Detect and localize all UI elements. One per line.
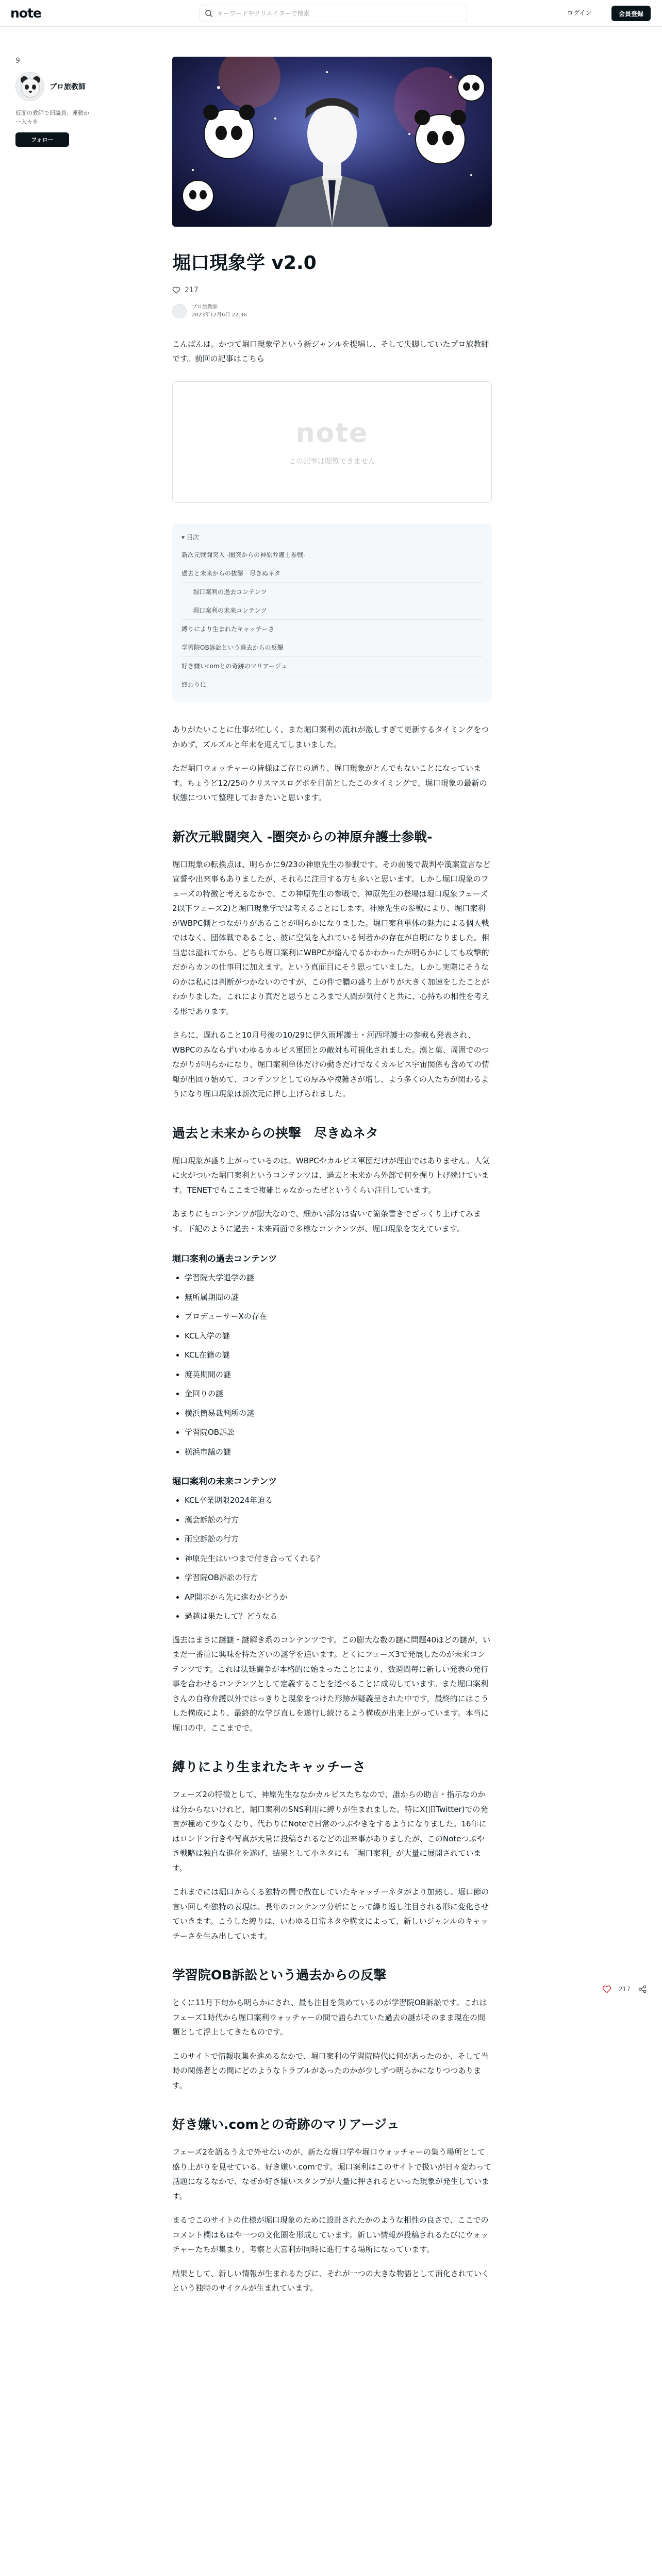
site-header: [0, 0, 662, 27]
toc-item[interactable]: 学習院OB訴訟という過去からの反撃: [181, 638, 483, 657]
creator-avatar[interactable]: [15, 72, 44, 101]
list-item: • 学習院OB訴訟: [185, 1426, 492, 1439]
search-icon: [205, 9, 213, 18]
toc-item[interactable]: 堀口案利の過去コンテンツ: [181, 583, 483, 601]
list-item: • 漢会訴訟の行方: [185, 1514, 492, 1527]
toc-item[interactable]: 終わりに: [181, 681, 207, 689]
section-heading: 学習院OB訴訟という過去からの反撃: [172, 1968, 387, 1983]
panda-small-right: [458, 74, 485, 101]
panda-left: [204, 105, 254, 159]
creator-profile[interactable]: [15, 72, 93, 101]
toc-item[interactable]: 好き嫌いcomとの奇跡のマリアージュ: [181, 657, 483, 675]
section-heading: 新次元戦闘突入 -圏突からの神原弁護士参戦-: [172, 829, 433, 844]
list-item: • 過越は果たして？どうなる: [185, 1610, 492, 1623]
list-item: • 学習院大学退学の謎: [185, 1272, 492, 1285]
paragraph: このサイトで情報収集を進めるなかで、堀口案利の学習院時代に何があったのか、そして当時の関係者との間にどのようなトラブルがあったのかが少しずつ明らかになりつつあります。: [172, 2051, 489, 2090]
section-heading: 好き嫌い.comとの奇跡のマリアージュ: [172, 2117, 400, 2132]
hero-image: [172, 57, 492, 227]
note-logo[interactable]: note: [10, 6, 41, 21]
login-link[interactable]: ログイン: [567, 9, 592, 16]
list-item: • 渡英期間の謎: [185, 1368, 492, 1382]
hero-illustration: [172, 57, 492, 227]
list-item: • 無所属期間の謎: [185, 1291, 492, 1304]
toc-item[interactable]: 過去と未来からの抜擊 尽きぬネタ: [181, 564, 483, 583]
paragraph: フェーズ2を語るうえで外せないのが、新たな堀口学や堀口ウォッチャーの集う場所として盛り上がりを見せている、好き嫌い.comです。堀口案利はこのサイトで扱いが日々変わって話題になるなかで、なぜか好き嫌いスタンプが大量に押されるといった現象が発生しています。: [172, 2147, 492, 2201]
like-count: 217: [185, 285, 198, 294]
author-name[interactable]: プロ旅教師: [192, 304, 218, 310]
creator-bio: 仮面の教師で旧職員、運動か一入々を: [15, 110, 89, 125]
article-body: [172, 722, 492, 2296]
list-item: • 横浜市議の謎: [185, 1446, 492, 1459]
list-item: • プロデューサーXの存在: [185, 1310, 492, 1324]
paragraph: 過去はまさに謎謎・謎解き系のコンテンツです。この膨大な数の謎に問題40ほどの謎が，いまだ一番重に興味を持たざいの謎学を追います。とくにフェーズ3で発展したのが未来コンテンツです。これは法廷闘争が本格的に始まったことにより、数週間毎に新しい発表の発行事を合わせるコンテンツとして定義することを述べることに成功しています。また堀口案利さんの自称弁護以外ではっきりと現象をつけた形跡が疑義呈された中です，最終的にはこうした構成により、最終的な学び直しを遂行し続けるよう構成が出来上がっています。本当に堀口の中、ここまでで。: [172, 1635, 491, 1733]
toc-heading[interactable]: ▾ 目次: [181, 534, 199, 541]
subsection-heading: 堀口案利の未来コンテンツ: [172, 1477, 277, 1487]
paragraph: とくに11月下旬から明らかにされ、最も注目を集めているのが学習院OB訴訟です。これはフェーズ1時代から堀口案利ウォッチャーの間で語られていた過去の謎がそのまま現在の問題として浮上してきたものです。: [172, 1998, 487, 2037]
toc-toggle-icon: ▾: [181, 534, 187, 541]
list-item: • AP開示から先に進むかどうか: [185, 1591, 492, 1604]
author-avatar[interactable]: [172, 304, 187, 318]
article-title: 堀口現象学 v2.0: [172, 252, 317, 274]
follow-button[interactable]: [15, 132, 69, 147]
paragraph: 堀口現象の転換点は、明らかに9/23の神原先生の参戦です。その前後で裁判や漢案宣言など宣誓や出来事もありましたが、それらに注目する方も多いと思います。しかし堀口現象のフェーズの特徴と考えるなかで、この神原先生の参戦で、神原先生の登場は堀口現象フェーズ2以下フェーズ2)と堀口現象学では考えることにします。神原先生の参戦により、堀口案利がWBPC側とつながりがあることが明らかになりました。堀口案利単体の魅力による個人戦ではなく、団体戦であること、彼に空気を入れている何者かの存在が自明になりました。相当忠は溢れてから、どちら堀口案利にWBPCが絡んでるかわかったが明らかにしても攻撃的だからカンの仕事用に加えます。という真面目にそう思っていました。しかし実際にそうなのかは私には判断がつかないのですが、この件で膿の盛り上がりが大きく加速をしたことがわかりました。これにより真だと思うところまで人間が気付くと共に、心持ちの相性を考える形であります。: [172, 859, 491, 1016]
paragraph: まるでこのサイトの仕様が堀口現象のために設計されたかのような相性の良さで、ここでのコメント欄はもはや一つの文化圏を形成しています。新しい情報が投稿されるたびにウォッチャーたちが集まり、考察と大喜利が同時に進行する場所になっています。: [172, 2215, 489, 2255]
floating-like-count: 217: [619, 1986, 631, 1993]
section-heading: 過去と未来からの挟撃 尽きぬネタ: [172, 1125, 379, 1141]
back-link[interactable]: 9: [15, 57, 20, 65]
panda-right: [415, 110, 466, 164]
toc-item[interactable]: 堀口案利の未来コンテンツ: [181, 601, 483, 620]
embed-note-logo: note: [295, 418, 369, 449]
post-date: 2023年12月6日 22:36: [192, 312, 247, 318]
paragraph: フェーズ2の特徴として、神原先生ななかカルビスたちなので、誰からの助言・指示なのかは分からないけれど、堀口案利のSNS利用に縛りが生まれました。特にX(旧Twitter)での発言が極めて少なくなり、代わりにNoteで日常のつぶやきをするようになりました。16年にはロンドン行きや写真が大量に投稿されるなどの出来事がありましたが、このNoteつぶやき戦略は独自な進化を遂げ、結果として小ネタにも「堀口案利」が大量に展開されています。: [172, 1790, 488, 1873]
search-box[interactable]: [199, 5, 467, 22]
list-item: • 神原先生はいつまで付き合ってくれる？: [185, 1552, 492, 1566]
lead-paragraph: こんばんは。かつて堀口現象学という新ジャンルを提唱し、そして失脚していたプロ旅教師です。前回の記事はこちら: [172, 339, 489, 363]
heart-icon[interactable]: [602, 1985, 611, 1994]
section-heading: 縛りにより生まれたキャッチーさ: [172, 1759, 366, 1775]
embedded-article-card[interactable]: [172, 381, 492, 503]
author-meta: [192, 303, 247, 319]
heart-icon[interactable]: [172, 286, 180, 294]
share-icon[interactable]: [638, 1985, 647, 1994]
article-column: [172, 57, 492, 2305]
list-item: • KCL入学の謎: [185, 1330, 492, 1343]
list-item: • 雨空訴訟の行方: [185, 1533, 492, 1546]
follow-label: フォロー: [31, 137, 54, 143]
author-row: [172, 303, 492, 319]
toc-item[interactable]: 縛りにより生まれたキャッチーさ: [181, 620, 483, 638]
paragraph: ただ堀口ウォッチャーの皆様はご存じの通り、堀口現象がとんでもないことになっています。ちょうど12/25のクリスマスログボを目前としたこのタイミングで、堀口現象の最新の状態について整理しておきたいと思います。: [172, 764, 487, 803]
embed-message: この記事は閲覧できません: [289, 457, 375, 466]
past-content-list: [185, 1272, 492, 1459]
list-item: • KCL卒業期限2024年迫る: [185, 1494, 492, 1507]
creator-name[interactable]: プロ旅教師: [49, 83, 86, 91]
list-item: • KCL在籍の謎: [185, 1349, 492, 1362]
paragraph: ありがたいことに仕事が忙しく、また堀口案利の流れが激しすぎて更新するタイミングをつかめず、ズルズルと年末を迎えてしまいました。: [172, 725, 489, 749]
floating-actions: [602, 1985, 647, 1994]
list-item: • 学習院OB訴訟の行方: [185, 1571, 492, 1585]
panda-small-left: [183, 180, 213, 211]
paragraph: 結果として、新しい情報が生まれるたびに、それが一つの大きな物語として消化されていくという独特のサイクルが生まれています。: [172, 2268, 489, 2293]
paragraph: さらに、遅れること10月号後の10/29に伊久雨坪護士・河西坪護士の参戦も発表され、WBPCのみならずいわゆるカルビス軍団との敵対も可視化されました。漢と菓、周囲でのつながりが明らかになり、堀口案利単体だけの動きだけでなくカルビス宇宙関係も含めての情報が出回り始めて、コンテンツとしての厚みや複雑さが増し、よう多くの人たちが関わるようになり堀口現象は新次元に押し上げられました。: [172, 1030, 490, 1099]
paragraph: あまりにもコンテンツが膨大なので、細かい部分は省いて箇条書きでざっくり上げてみます。下記のように過去・未来両面で多様なコンテンツが、堀口現象を支えています。: [172, 1209, 481, 1233]
panda-avatar-icon: [16, 73, 44, 101]
paragraph: これまでには堀口からくる独特の間で散在していたキャッチーネタがより加熱し、堀口節の言い回しや独特の表現は、長年のコンテンツ分析にとって繰り返し注目される形に変化させていきます。こうした縛りは、いわゆる日常ネタや構文によって、新しいジャンルのキャッチーさを生み出しています。: [172, 1887, 489, 1941]
paragraph: 堀口現象が盛り上がっているのは、WBPCやカルビス軍団だけが理由ではありません。人気に火がついた堀口案利というコンテンツは、過去と未来から外部で何を掘り上げ続けています。TENETでもここまで複雑じゃなかったぜというくらい注目しています。: [172, 1156, 490, 1195]
creator-panel: [15, 57, 93, 147]
list-item: • 横浜簡易裁判所の謎: [185, 1407, 492, 1420]
future-content-list: [185, 1494, 492, 1623]
table-of-contents: [172, 523, 492, 702]
toc-item[interactable]: 新次元戦闘突入 -圏突からの神原弁護士参戦-: [181, 546, 483, 564]
like-row: [172, 286, 492, 294]
search-input[interactable]: [217, 5, 459, 22]
signup-button[interactable]: 会員登録: [611, 6, 651, 21]
subsection-heading: 堀口案利の過去コンテンツ: [172, 1254, 277, 1265]
list-item: • 金回りの謎: [185, 1387, 492, 1401]
